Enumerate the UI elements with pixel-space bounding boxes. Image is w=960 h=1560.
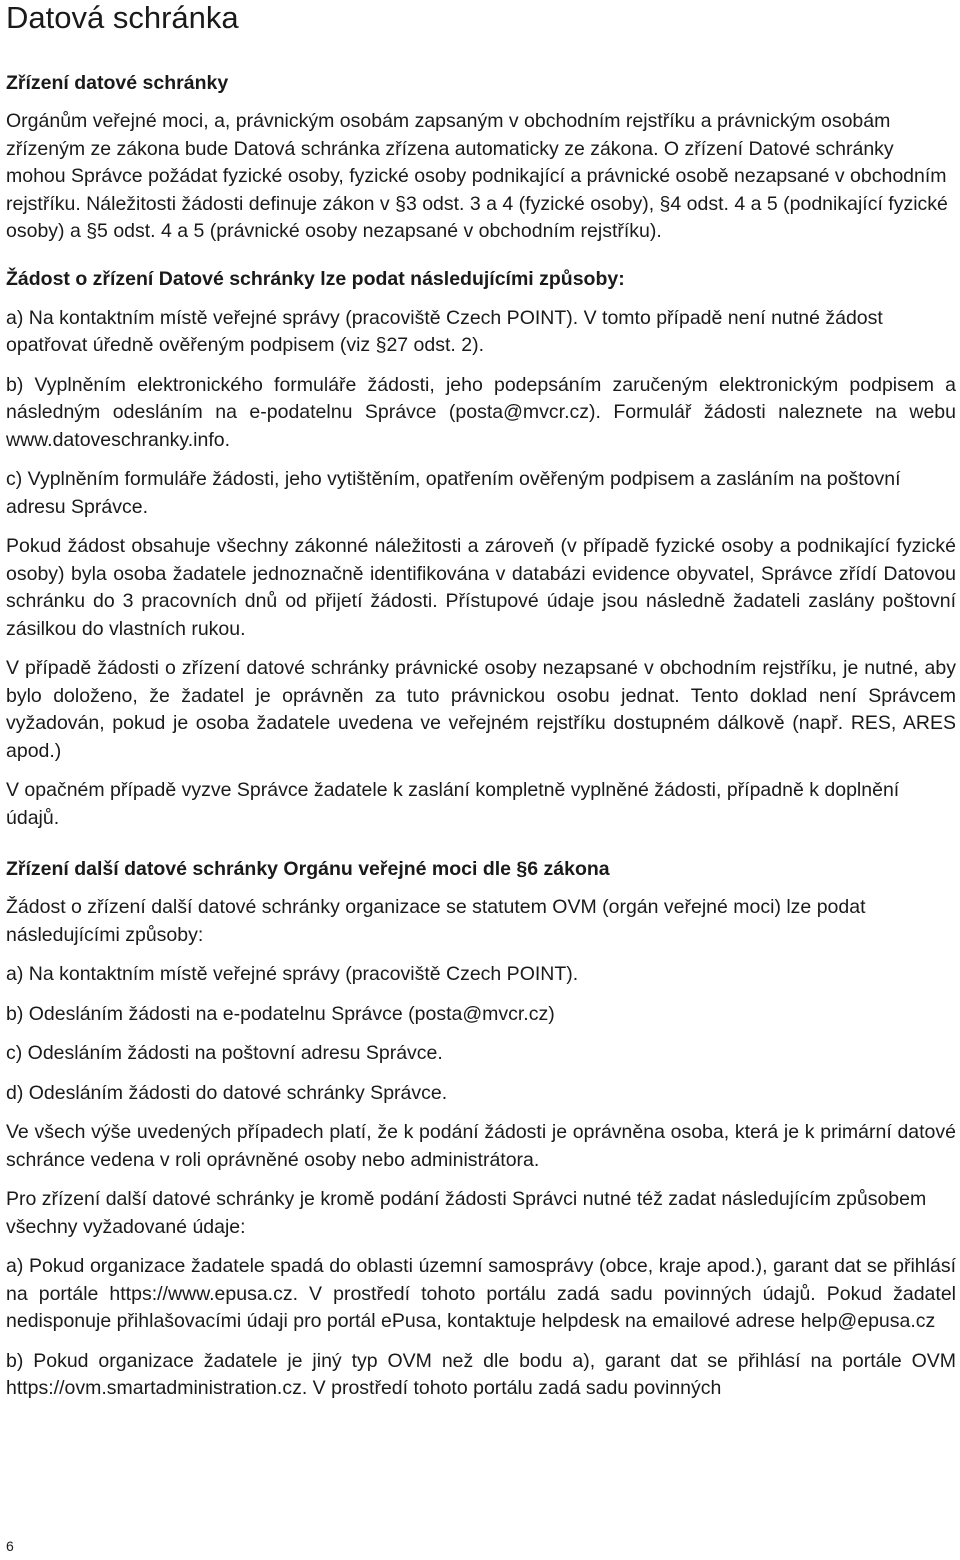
- section2-intro-paragraph: Žádost o zřízení další datové schránky organizace se statutem OVM (orgán veřejné moci) lze podat následujícími způsoby:: [6, 896, 866, 946]
- pravnicke-osoby-paragraph: V případě žádosti o zřízení datové schránky právnické osoby nezapsané v obchodním rejstříku, je nutné, aby bylo doloženo, že žadatel je oprávněn za tuto právnickou osobu jednat. Tento doklad není Správcem vyžadován, pokud je osoba žadatele uvedena ve veřejném rejstříku dostupném dálkově (např. RES, ARES apod.): [6, 657, 956, 762]
- section2-way-c: c) Odesláním žádosti na poštovní adresu Správce.: [6, 1042, 443, 1064]
- section2-way-d: d) Odesláním žádosti do datové schránky Správce.: [6, 1081, 448, 1104]
- way-a-paragraph: a) Na kontaktním místě veřejné správy (pracoviště Czech POINT). V tomto případě není nutné žádost opatřovat úředně ověřeným podpisem (viz §27 odst. 2).: [6, 306, 883, 356]
- section-heading-zrizeni: Zřízení datové schránky: [6, 72, 229, 94]
- section2-way-b: b) Odesláním žádosti na e-podatelnu Správce (posta@mvcr.cz): [6, 1002, 555, 1025]
- ways-heading: Žádost o zřízení Datové schránky lze podat následujícími způsoby:: [6, 267, 625, 290]
- section-heading-dalsi-schranka: Zřízení další datové schránky Orgánu veřejné moci dle §6 zákona: [6, 858, 610, 880]
- document-title: Datová schránka: [6, 0, 239, 35]
- section2-way-a: a) Na kontaktním místě veřejné správy (pracoviště Czech POINT).: [6, 963, 579, 985]
- point-a-paragraph: a) Pokud organizace žadatele spadá do oblasti územní samosprávy (obce, kraje apod.), garant dat se přihlásí na portále https://www.epusa.cz. V prostředí tohoto portálu zadá sadu povinných údajů. Pokud žadatel nedisponuje přihlašovacími údaji pro portál ePusa, kontaktuje helpdesk na emailové adrese help@epusa.cz: [6, 1255, 956, 1332]
- page-number: 6: [6, 1538, 14, 1554]
- document-page: [6, 0, 956, 1403]
- way-b-paragraph: b) Vyplněním elektronického formuláře žádosti, jeho podepsáním zaručeným elektronickým podpisem a následným odesláním na e-podatelnu Správce (posta@mvcr.cz). Formulář žádosti naleznete na webu www.datoveschranky.info.: [6, 373, 956, 451]
- way-c-paragraph: c) Vyplněním formuláře žádosti, jeho vytištěním, opatřením ověřeným podpisem a zasláním na poštovní adresu Správce.: [6, 468, 901, 518]
- pokud-paragraph: Pokud žádost obsahuje všechny zákonné náležitosti a zároveň (v případě fyzické osoby a podnikající fyzické osoby) byla osoba žadatele jednoznačně identifikována v databázi evidence obyvatel, Správce zřídí Datovou schránku do 3 pracovních dnů od přijetí žádosti. Přístupové údaje jsou následně žadateli zaslány poštovní zásilkou do vlastních rukou.: [6, 535, 956, 640]
- pro-zrizeni-paragraph: Pro zřízení další datové schránky je kromě podání žádosti Správci nutné též zadat následujícím způsobem všechny vyžadované údaje:: [6, 1188, 927, 1238]
- point-b-paragraph: b) Pokud organizace žadatele je jiný typ OVM než dle bodu a), garant dat se přihlásí na portále OVM https://ovm.smartadministration.cz. V prostředí tohoto portálu zadá sadu povinných: [6, 1349, 956, 1399]
- opacne-paragraph: V opačném případě vyzve Správce žadatele k zaslání kompletně vyplněné žádosti, případně k doplnění údajů.: [6, 779, 900, 829]
- intro-paragraph: Orgánům veřejné moci, a, právnickým osobám zapsaným v obchodním rejstříku a právnickým osobám zřízeným ze zákona bude Datová schránka zřízena automaticky ze zákona. O zřízení Datové schránky mohou Správce požádat fyzické osoby, fyzické osoby podnikající a právnické osobě nezapsané v obchodním rejstříku. Náležitosti žádosti definuje zákon v §3 odst. 3 a 4 (fyzické osoby), §4 odst. 4 a 5 (podnikající fyzické osoby) a §5 odst. 4 a 5 (právnické osoby nezapsané v obchodním rejstříku).: [6, 110, 948, 242]
- ve-vsech-paragraph: Ve všech výše uvedených případech platí, že k podání žádosti je oprávněna osoba, která je k primární datové schránce vedena v roli oprávněné osoby nebo administrátora.: [6, 1121, 956, 1171]
